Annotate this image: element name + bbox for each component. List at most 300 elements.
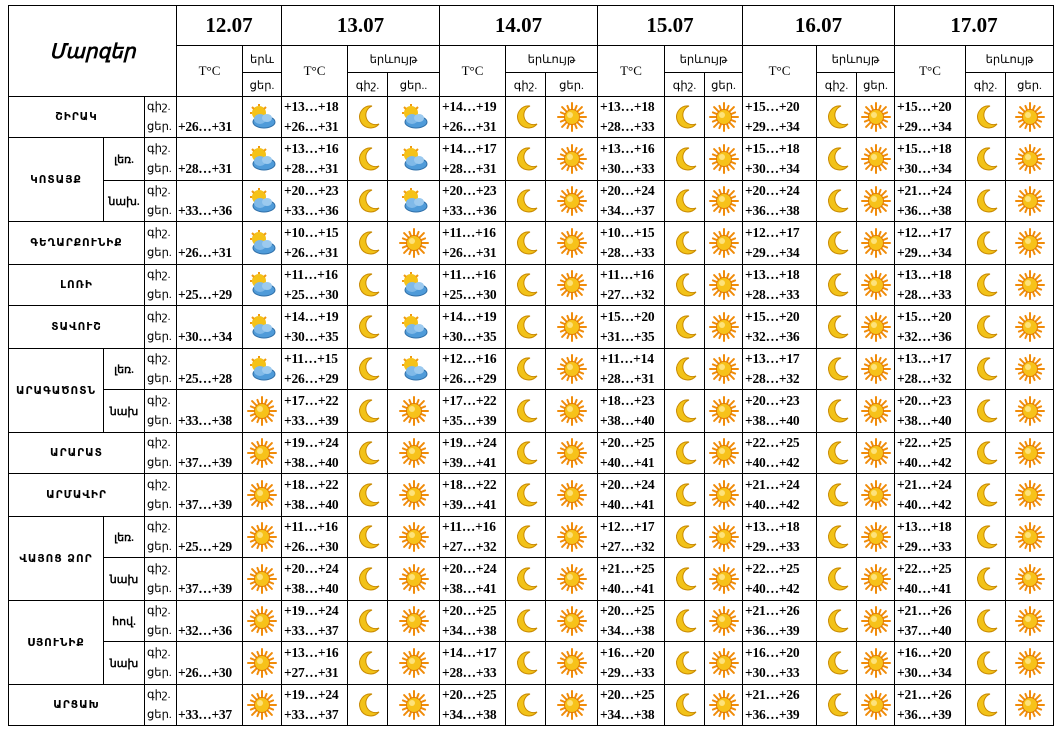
day-temp: +30…+35 — [442, 329, 497, 344]
temp-cell — [895, 390, 966, 433]
night-temp: +13…+16 — [600, 141, 655, 156]
day-temp: +36…+38 — [897, 203, 952, 218]
moon-icon — [817, 517, 857, 558]
sun-icon — [1006, 433, 1054, 474]
moon-icon — [665, 222, 705, 265]
moon-icon — [966, 306, 1006, 349]
night-temp: +15…+18 — [745, 141, 800, 156]
temp-cell — [895, 474, 966, 517]
temp-12-07: +33…+38 — [177, 390, 243, 433]
night-label: գիշ. — [147, 311, 171, 323]
night-temp: +20…+25 — [600, 435, 655, 450]
sun-icon — [705, 306, 743, 349]
night-label: գիշ. — [147, 521, 171, 533]
temp-cell — [282, 265, 348, 306]
forecast-row — [9, 306, 1054, 349]
night-temp: +15…+20 — [897, 309, 952, 324]
night-temp: +11…+15 — [284, 351, 338, 366]
night-temp: +21…+26 — [897, 687, 952, 702]
night-temp: +12…+17 — [745, 225, 800, 240]
night-temp: +11…+16 — [442, 267, 496, 282]
night-temp: +12…+17 — [600, 519, 655, 534]
temp-12-07: +25…+28 — [177, 349, 243, 390]
forecast-row — [9, 138, 1054, 181]
moon-icon — [348, 474, 388, 517]
period-labels — [145, 601, 177, 642]
day-temp: +28…+32 — [745, 371, 800, 386]
sun-icon — [857, 349, 895, 390]
sun-icon — [705, 558, 743, 601]
cloud-icon — [388, 265, 440, 306]
night-temp: +21…+24 — [897, 183, 952, 198]
day-temp: +32…+36 — [745, 329, 800, 344]
moon-icon — [665, 433, 705, 474]
night-temp: +21…+25 — [600, 561, 655, 576]
day-temp: +26…+29 — [284, 371, 339, 386]
night-temp: +20…+23 — [284, 183, 339, 198]
sun-icon — [546, 474, 598, 517]
cloud-icon — [388, 138, 440, 181]
sun-icon — [1006, 138, 1054, 181]
temp-cell — [282, 349, 348, 390]
sun-icon — [388, 685, 440, 726]
moon-icon — [348, 265, 388, 306]
temp-cell — [440, 390, 506, 433]
temp-cell — [440, 601, 506, 642]
moon-icon — [506, 181, 546, 222]
temp-cell — [440, 222, 506, 265]
night-temp: +19…+24 — [284, 603, 339, 618]
sun-icon — [705, 265, 743, 306]
subregion-name: նախ — [104, 642, 145, 685]
night-temp: +13…+18 — [284, 99, 339, 114]
day-temp: +36…+39 — [745, 623, 800, 638]
sun-icon — [546, 349, 598, 390]
temp-cell — [598, 601, 665, 642]
moon-icon — [817, 97, 857, 138]
night-temp: +14…+19 — [442, 309, 497, 324]
phen-header-13-07: երևույթ — [348, 46, 440, 73]
moon-icon — [817, 306, 857, 349]
date-header-15-07: 15.07 — [598, 6, 743, 46]
sun-icon — [705, 601, 743, 642]
day-temp: +39…+41 — [442, 455, 497, 470]
night-label: գիշ. — [147, 563, 171, 575]
temp-cell — [743, 265, 817, 306]
night-temp: +18…+23 — [600, 393, 655, 408]
temp-cell — [743, 601, 817, 642]
night-label: գիշ. — [147, 227, 171, 239]
temp-12-07: +37…+39 — [177, 474, 243, 517]
day-temp: +29…+34 — [745, 245, 800, 260]
day-temp: +34…+38 — [600, 707, 655, 722]
temp-cell — [440, 433, 506, 474]
temp-cell — [895, 97, 966, 138]
day-temp: +34…+38 — [442, 707, 497, 722]
cloud-icon — [388, 306, 440, 349]
day-temp: +26…+29 — [442, 371, 497, 386]
day-temp: +38…+40 — [745, 413, 800, 428]
moon-icon — [966, 265, 1006, 306]
temp-12-07: +28…+31 — [177, 138, 243, 181]
night-temp: +17…+22 — [442, 393, 497, 408]
day-label: ցեր. — [147, 163, 172, 175]
temp-cell — [598, 349, 665, 390]
header-regions-title: Մարզեր — [9, 6, 177, 97]
temp-cell — [282, 222, 348, 265]
night-temp: +15…+20 — [600, 309, 655, 324]
day-temp: +38…+40 — [284, 497, 339, 512]
night-label: գիշ. — [147, 605, 171, 617]
day-temp: +27…+32 — [600, 539, 655, 554]
temp-cell — [440, 558, 506, 601]
forecast-row — [9, 517, 1054, 558]
night-temp: +21…+26 — [745, 603, 800, 618]
day-temp: +34…+37 — [600, 203, 655, 218]
sun-icon — [546, 642, 598, 685]
temp-cell — [895, 601, 966, 642]
temp-cell — [282, 601, 348, 642]
day-temp: +27…+32 — [600, 287, 655, 302]
sun-icon — [388, 474, 440, 517]
cloud-icon — [388, 349, 440, 390]
night-header-14-07: գիշ. — [506, 73, 546, 97]
temp-cell — [895, 517, 966, 558]
temp-12-07: +33…+37 — [177, 685, 243, 726]
sun-icon — [1006, 685, 1054, 726]
moon-icon — [966, 349, 1006, 390]
night-label: գիշ. — [147, 143, 171, 155]
day-temp: +38…+41 — [442, 581, 497, 596]
sun-icon — [705, 222, 743, 265]
day-label: ցեր. — [147, 331, 172, 343]
moon-icon — [665, 138, 705, 181]
temp-cell — [598, 306, 665, 349]
tc-header-16-07: T°C — [743, 46, 817, 97]
day-temp: +31…+35 — [600, 329, 655, 344]
day-label: ցեր. — [147, 709, 172, 721]
sun-icon — [857, 685, 895, 726]
sun-icon — [388, 558, 440, 601]
night-temp: +15…+20 — [897, 99, 952, 114]
moon-icon — [966, 138, 1006, 181]
forecast-row — [9, 222, 1054, 265]
moon-icon — [348, 138, 388, 181]
region-name: ԱՐԱՐԱՏ — [9, 433, 145, 474]
sun-icon — [243, 685, 282, 726]
sun-icon — [1006, 474, 1054, 517]
sun-icon — [857, 222, 895, 265]
night-temp: +20…+23 — [442, 183, 497, 198]
day-label: ցեր. — [147, 247, 172, 259]
moon-icon — [966, 433, 1006, 474]
sun-icon — [705, 97, 743, 138]
sun-icon — [1006, 349, 1054, 390]
day-temp: +40…+42 — [897, 497, 952, 512]
temp-cell — [440, 97, 506, 138]
temp-cell — [598, 474, 665, 517]
sun-icon — [857, 181, 895, 222]
night-temp: +17…+22 — [284, 393, 339, 408]
phen-header-16-07: երևույթ — [817, 46, 895, 73]
sun-icon — [388, 642, 440, 685]
sun-icon — [388, 517, 440, 558]
moon-icon — [665, 349, 705, 390]
temp-12-07: +26…+30 — [177, 642, 243, 685]
sun-icon — [705, 474, 743, 517]
temp-cell — [598, 265, 665, 306]
day-label: ցեր. — [147, 415, 172, 427]
sun-icon — [1006, 517, 1054, 558]
moon-icon — [506, 222, 546, 265]
temp-cell — [895, 433, 966, 474]
day-temp: +30…+35 — [284, 329, 339, 344]
moon-icon — [506, 138, 546, 181]
region-name: ԿՈՏԱՅՔ — [9, 138, 104, 222]
night-temp: +20…+23 — [897, 393, 952, 408]
sun-icon — [546, 685, 598, 726]
night-temp: +13…+18 — [745, 519, 800, 534]
tc-header-13-07: T°C — [282, 46, 348, 97]
subregion-name: նախ — [104, 558, 145, 601]
sun-icon — [546, 558, 598, 601]
day-temp: +38…+40 — [284, 455, 339, 470]
period-labels — [145, 517, 177, 558]
day-header-16-07: ցեր. — [857, 73, 895, 97]
period-labels — [145, 474, 177, 517]
temp-12-07: +25…+29 — [177, 517, 243, 558]
day-temp: +29…+34 — [745, 119, 800, 134]
subregion-name: լեռ. — [104, 517, 145, 558]
moon-icon — [506, 474, 546, 517]
temp-cell — [743, 349, 817, 390]
temp-cell — [743, 474, 817, 517]
day-temp: +29…+33 — [600, 665, 655, 680]
moon-icon — [506, 558, 546, 601]
moon-icon — [348, 181, 388, 222]
day-temp: +38…+40 — [897, 413, 952, 428]
day-label: ցեր. — [147, 205, 172, 217]
sun-icon — [857, 306, 895, 349]
day-header-17-07: ցեր. — [1006, 73, 1054, 97]
temp-cell — [282, 558, 348, 601]
temp-cell — [440, 306, 506, 349]
moon-icon — [966, 97, 1006, 138]
moon-icon — [348, 558, 388, 601]
day-temp: +34…+38 — [600, 623, 655, 638]
moon-icon — [966, 390, 1006, 433]
day-temp: +32…+36 — [897, 329, 952, 344]
temp-cell — [743, 558, 817, 601]
subregion-name: նախ — [104, 390, 145, 433]
moon-icon — [966, 517, 1006, 558]
night-temp: +20…+25 — [442, 603, 497, 618]
day-temp: +29…+33 — [745, 539, 800, 554]
sun-icon — [243, 474, 282, 517]
night-temp: +20…+23 — [745, 393, 800, 408]
night-temp: +22…+25 — [745, 561, 800, 576]
day-temp: +37…+40 — [897, 623, 952, 638]
night-label: գիշ. — [147, 353, 171, 365]
moon-icon — [348, 517, 388, 558]
temp-cell — [282, 517, 348, 558]
moon-icon — [817, 558, 857, 601]
period-labels — [145, 558, 177, 601]
moon-icon — [665, 97, 705, 138]
moon-icon — [966, 222, 1006, 265]
night-temp: +14…+17 — [442, 645, 497, 660]
moon-icon — [348, 306, 388, 349]
night-temp: +12…+16 — [442, 351, 497, 366]
night-temp: +16…+20 — [897, 645, 952, 660]
day-temp: +30…+33 — [600, 161, 655, 176]
region-name: ՏԱՎՈՒՇ — [9, 306, 145, 349]
sun-icon — [1006, 97, 1054, 138]
temp-cell — [282, 642, 348, 685]
region-name: ԱՐՄԱՎԻՐ — [9, 474, 145, 517]
day-temp: +40…+41 — [600, 497, 655, 512]
sun-icon — [705, 349, 743, 390]
moon-icon — [348, 433, 388, 474]
date-header-14-07: 14.07 — [440, 6, 598, 46]
day-temp: +25…+30 — [442, 287, 497, 302]
night-temp: +19…+24 — [284, 687, 339, 702]
night-temp: +20…+25 — [442, 687, 497, 702]
sun-icon — [546, 433, 598, 474]
sun-icon — [243, 433, 282, 474]
sun-icon — [546, 265, 598, 306]
temp-cell — [743, 222, 817, 265]
day-temp: +30…+34 — [897, 665, 952, 680]
forecast-row — [9, 265, 1054, 306]
moon-icon — [348, 601, 388, 642]
day-temp: +33…+39 — [284, 413, 339, 428]
period-labels — [145, 433, 177, 474]
moon-icon — [817, 433, 857, 474]
night-label: գիշ. — [147, 185, 171, 197]
sun-icon — [243, 558, 282, 601]
temp-cell — [598, 433, 665, 474]
forecast-row — [9, 558, 1054, 601]
sun-icon — [243, 642, 282, 685]
temp-cell — [895, 685, 966, 726]
forecast-row — [9, 642, 1054, 685]
day-temp: +40…+41 — [600, 455, 655, 470]
day-temp: +25…+30 — [284, 287, 339, 302]
moon-icon — [665, 558, 705, 601]
night-temp: +13…+18 — [745, 267, 800, 282]
cloud-icon — [243, 349, 282, 390]
tc-header-12-07: T°C — [177, 46, 243, 97]
moon-icon — [348, 642, 388, 685]
day-temp: +26…+30 — [284, 539, 339, 554]
night-temp: +22…+25 — [897, 561, 952, 576]
day-temp: +29…+34 — [897, 119, 952, 134]
moon-icon — [506, 390, 546, 433]
night-temp: +13…+16 — [284, 141, 339, 156]
moon-icon — [817, 390, 857, 433]
sun-icon — [857, 558, 895, 601]
day-temp: +40…+42 — [745, 497, 800, 512]
moon-icon — [665, 474, 705, 517]
period-labels — [145, 306, 177, 349]
subregion-name: լեռ. — [104, 138, 145, 181]
sun-icon — [1006, 642, 1054, 685]
period-labels — [145, 138, 177, 181]
temp-cell — [282, 390, 348, 433]
night-temp: +15…+20 — [745, 309, 800, 324]
night-temp: +13…+17 — [745, 351, 800, 366]
night-temp: +11…+16 — [284, 267, 338, 282]
forecast-row — [9, 685, 1054, 726]
night-label: գիշ. — [147, 437, 171, 449]
sun-icon — [857, 433, 895, 474]
forecast-row — [9, 390, 1054, 433]
sun-icon — [857, 517, 895, 558]
day-temp: +28…+33 — [745, 287, 800, 302]
region-name: ԱՐՑԱԽ — [9, 685, 145, 726]
temp-cell — [598, 97, 665, 138]
day-temp: +27…+32 — [442, 539, 497, 554]
sun-icon — [243, 390, 282, 433]
temp-cell — [895, 222, 966, 265]
day-label: ցեր. — [147, 373, 172, 385]
day-temp: +26…+31 — [284, 245, 339, 260]
phen-header-14-07: երևույթ — [506, 46, 598, 73]
moon-icon — [817, 349, 857, 390]
night-temp: +19…+24 — [284, 435, 339, 450]
cloud-icon — [243, 222, 282, 265]
phen-header-15-07: երևույթ — [665, 46, 743, 73]
temp-cell — [282, 97, 348, 138]
moon-icon — [665, 265, 705, 306]
night-temp: +12…+17 — [897, 225, 952, 240]
night-temp: +20…+24 — [745, 183, 800, 198]
forecast-table — [8, 5, 1054, 726]
temp-cell — [282, 306, 348, 349]
day-label: ցեր. — [147, 667, 172, 679]
sun-icon — [705, 642, 743, 685]
temp-cell — [440, 517, 506, 558]
cloud-icon — [243, 138, 282, 181]
temp-cell — [895, 265, 966, 306]
moon-icon — [665, 685, 705, 726]
temp-cell — [440, 685, 506, 726]
cloud-icon — [243, 265, 282, 306]
day-label: ցեր. — [147, 499, 172, 511]
day-temp: +33…+36 — [442, 203, 497, 218]
temp-12-07: +26…+31 — [177, 97, 243, 138]
day-temp: +28…+31 — [442, 161, 497, 176]
temp-cell — [895, 558, 966, 601]
day-temp: +26…+31 — [442, 119, 497, 134]
day-header-14-07: ցեր. — [546, 73, 598, 97]
temp-cell — [743, 642, 817, 685]
moon-icon — [506, 265, 546, 306]
cloud-icon — [388, 97, 440, 138]
sun-icon — [388, 390, 440, 433]
day-temp: +40…+42 — [745, 455, 800, 470]
night-temp: +13…+17 — [897, 351, 952, 366]
sun-icon — [705, 517, 743, 558]
temp-cell — [743, 306, 817, 349]
region-name: ԱՐԱԳԱԾՈՏՆ — [9, 349, 104, 433]
temp-cell — [440, 642, 506, 685]
sun-icon — [1006, 601, 1054, 642]
day-temp: +40…+41 — [600, 581, 655, 596]
day-temp: +27…+31 — [284, 665, 339, 680]
tc-header-14-07: T°C — [440, 46, 506, 97]
